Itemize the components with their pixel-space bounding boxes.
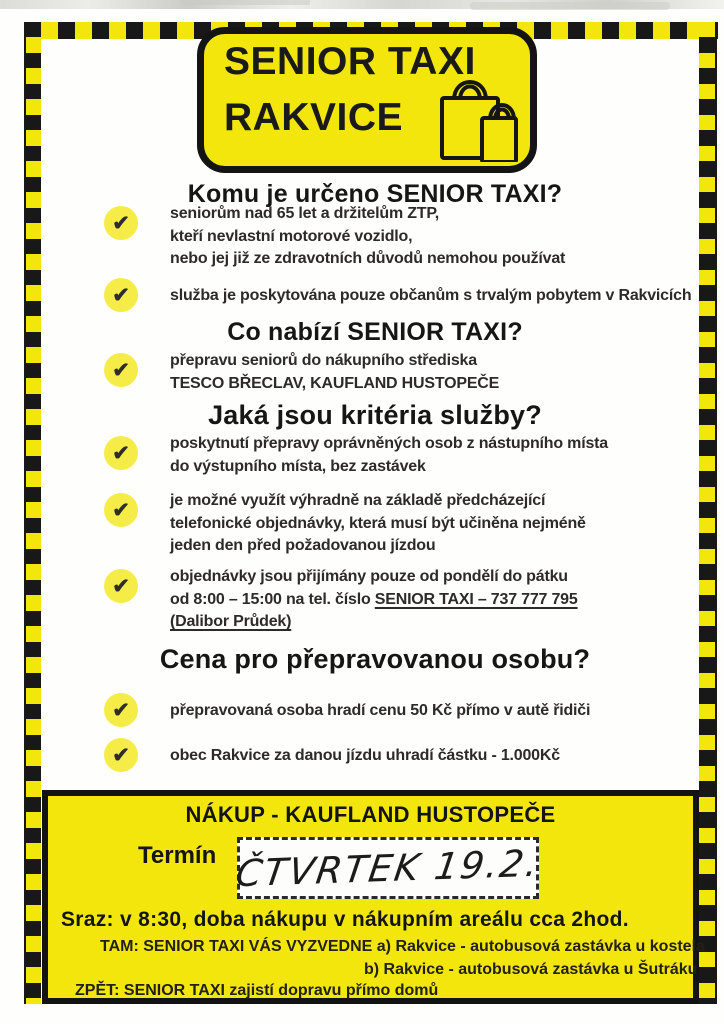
bullet-text <box>170 285 691 308</box>
check-icon: ✔ <box>104 353 138 387</box>
bullet-line: telefonické objednávky, která musí být učiněna nejméně <box>170 514 586 532</box>
termin-label: Termín <box>138 842 217 869</box>
check-icon: ✔ <box>104 278 138 312</box>
title-box <box>197 27 537 173</box>
bullet-text <box>170 350 499 395</box>
bullet-orders <box>104 566 704 634</box>
return-info: ZPĚT: SENIOR TAXI zajistí dopravu přímo domů <box>75 982 439 999</box>
bullet-line: přepravovaná osoba hradí cenu 50 Kč přímo v autě řidiči <box>170 702 591 719</box>
check-icon: ✔ <box>104 569 138 603</box>
bullet-text <box>170 700 590 723</box>
bullet-line: poskytnutí přepravy oprávněných osob z nástupního místa <box>170 435 608 452</box>
bullet-booking <box>104 490 704 558</box>
bullet-text <box>170 745 560 768</box>
heading-price: Cena pro přepravovanou osobu? <box>159 644 591 674</box>
bullet-line: seniorům nad 65 let a držitelům ZTP, <box>170 205 440 222</box>
termin-date-box <box>233 837 543 899</box>
bullet-line <box>170 589 578 612</box>
bullet-line: objednávky jsou přijímány pouze od pondělí do pátku <box>170 568 568 585</box>
bullet-price-person <box>104 700 704 727</box>
bullet-price-village <box>104 745 704 772</box>
bullet-line: obec Rakvice za danou jízdu uhradí částku - 1.000Kč <box>170 747 560 764</box>
phone-number: SENIOR TAXI – 737 777 795 <box>374 590 578 608</box>
orders-time-text: od 8:00 – 15:00 na tel. číslo <box>170 590 375 608</box>
check-icon: ✔ <box>104 693 138 727</box>
bullet-line: jeden den před požadovanou jízdou <box>170 537 436 554</box>
bullet-residency <box>104 285 704 312</box>
bullet-eligibility <box>104 203 704 271</box>
scan-smudge <box>470 2 670 10</box>
bullet-text <box>170 203 565 271</box>
title-line-1: SENIOR TAXI <box>224 40 476 83</box>
check-icon: ✔ <box>104 738 138 772</box>
bullet-line: nebo jej již ze zdravotních důvodů nemohou používat <box>170 250 566 267</box>
pickup-info-b: b) Rakvice - autobusová zastávka u Šutráku <box>364 961 698 978</box>
check-icon: ✔ <box>104 206 138 240</box>
bullet-line: služba je poskytována pouze občanům s trvalým pobytem v Rakvicích <box>170 287 692 304</box>
bullet-text <box>170 566 578 634</box>
driver-name: (Dalibor Průdek) <box>170 613 292 630</box>
heading-who: Komu je určeno SENIOR TAXI? <box>187 180 563 208</box>
bullet-line: kteří nevlastní motorové vozidlo, <box>170 227 413 245</box>
title-line-2: RAKVICE <box>224 96 404 139</box>
bullet-text <box>170 433 608 478</box>
bullet-route <box>104 433 704 478</box>
heading-offer: Co nabízí SENIOR TAXI? <box>227 318 523 346</box>
bullet-line <box>170 611 578 634</box>
pickup-info-a: TAM: SENIOR TAXI VÁS VYZVEDNE a) Rakvice - autobusová zastávka u kostela <box>100 938 705 955</box>
footer-box <box>42 790 705 1004</box>
bullet-line: do výstupního místa, bez zastávek <box>170 457 426 475</box>
bullet-line: je možné využít výhradně na základě předcházející <box>170 492 546 509</box>
bullet-transport <box>104 350 704 395</box>
termin-handwritten-date: ČTVRTEK 19.2. <box>233 841 543 895</box>
footer-title: NÁKUP - KAUFLAND HUSTOPEČE <box>185 802 556 827</box>
taxi-checker-border-left <box>24 22 41 1004</box>
meeting-info: Sraz: v 8:30, doba nákupu v nákupním areálu cca 2hod. <box>61 908 629 931</box>
scan-smudge <box>180 0 310 5</box>
check-icon: ✔ <box>104 436 138 470</box>
check-icon: ✔ <box>104 493 138 527</box>
bullet-text <box>170 490 586 558</box>
bullet-line: přepravu seniorů do nákupního střediska <box>170 352 477 369</box>
heading-criteria: Jaká jsou kritéria služby? <box>208 400 542 430</box>
shopping-bags-icon <box>436 70 520 162</box>
bullet-line: TESCO BŘECLAV, KAUFLAND HUSTOPEČE <box>170 374 500 392</box>
